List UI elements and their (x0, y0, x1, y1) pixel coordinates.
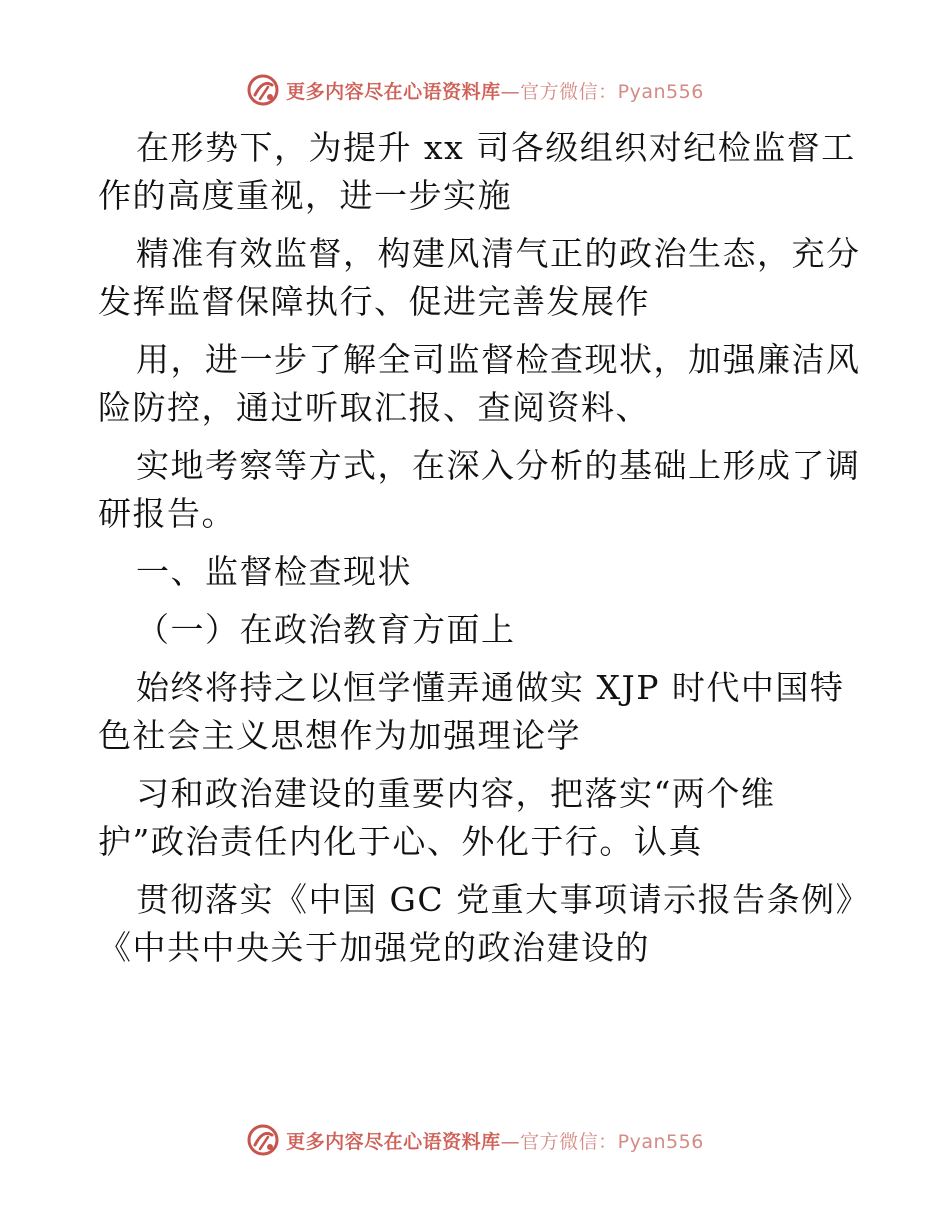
text-line: 作的高度重视，进一步实施 (98, 176, 512, 215)
watermark-brand: 更多内容尽在心语资料库 (286, 1130, 501, 1153)
brand-logo-icon (246, 73, 280, 107)
watermark-footer (0, 1120, 950, 1160)
text-line: 用，进一步了解全司监督检查现状，加强廉洁风 (136, 340, 861, 379)
text-line: 色社会主义思想作为加强理论学 (98, 716, 581, 755)
watermark-header (0, 70, 950, 110)
watermark-separator: — (500, 1130, 521, 1153)
watermark-text (286, 1127, 704, 1154)
paragraph (98, 876, 871, 972)
watermark-separator: — (500, 80, 521, 103)
document-body (98, 124, 871, 972)
paragraph (98, 124, 858, 220)
text-line: 在形势下，为提升 xx 司各级组织对纪检监督工 (136, 128, 856, 167)
watermark-text (286, 77, 704, 104)
watermark-contact: 官方微信：Pyan556 (520, 80, 704, 103)
text-line: 《中共中央关于加强党的政治建设的 (98, 928, 650, 967)
brand-logo-icon (246, 1123, 280, 1157)
paragraph (98, 230, 861, 326)
paragraph (98, 664, 858, 760)
paragraph (98, 336, 861, 432)
paragraph (98, 770, 858, 866)
text-line: 护”政治责任内化于心、外化于行。认真 (98, 822, 703, 861)
paragraph (98, 442, 861, 538)
text-line: 习和政治建设的重要内容，把落实“两个维 (136, 774, 776, 813)
text-line: 始终将持之以恒学懂弄通做实 XJP 时代中国特 (136, 668, 845, 707)
text-line: 实地考察等方式，在深入分析的基础上形成了调 (136, 446, 861, 485)
text-line: 贯彻落实《中国 GC 党重大事项请示报告条例》 (136, 880, 871, 919)
text-line: 研报告。 (98, 494, 236, 533)
watermark-brand: 更多内容尽在心语资料库 (286, 80, 501, 103)
text-line: 发挥监督保障执行、促进完善发展作 (98, 282, 650, 321)
watermark-contact: 官方微信：Pyan556 (520, 1130, 704, 1153)
text-line: 精准有效监督，构建风清气正的政治生态，充分 (136, 234, 861, 273)
section-heading: 一、监督检查现状 (136, 552, 412, 591)
text-line: 险防控，通过听取汇报、查阅资料、 (98, 388, 650, 427)
subsection-heading: （一）在政治教育方面上 (136, 610, 516, 649)
